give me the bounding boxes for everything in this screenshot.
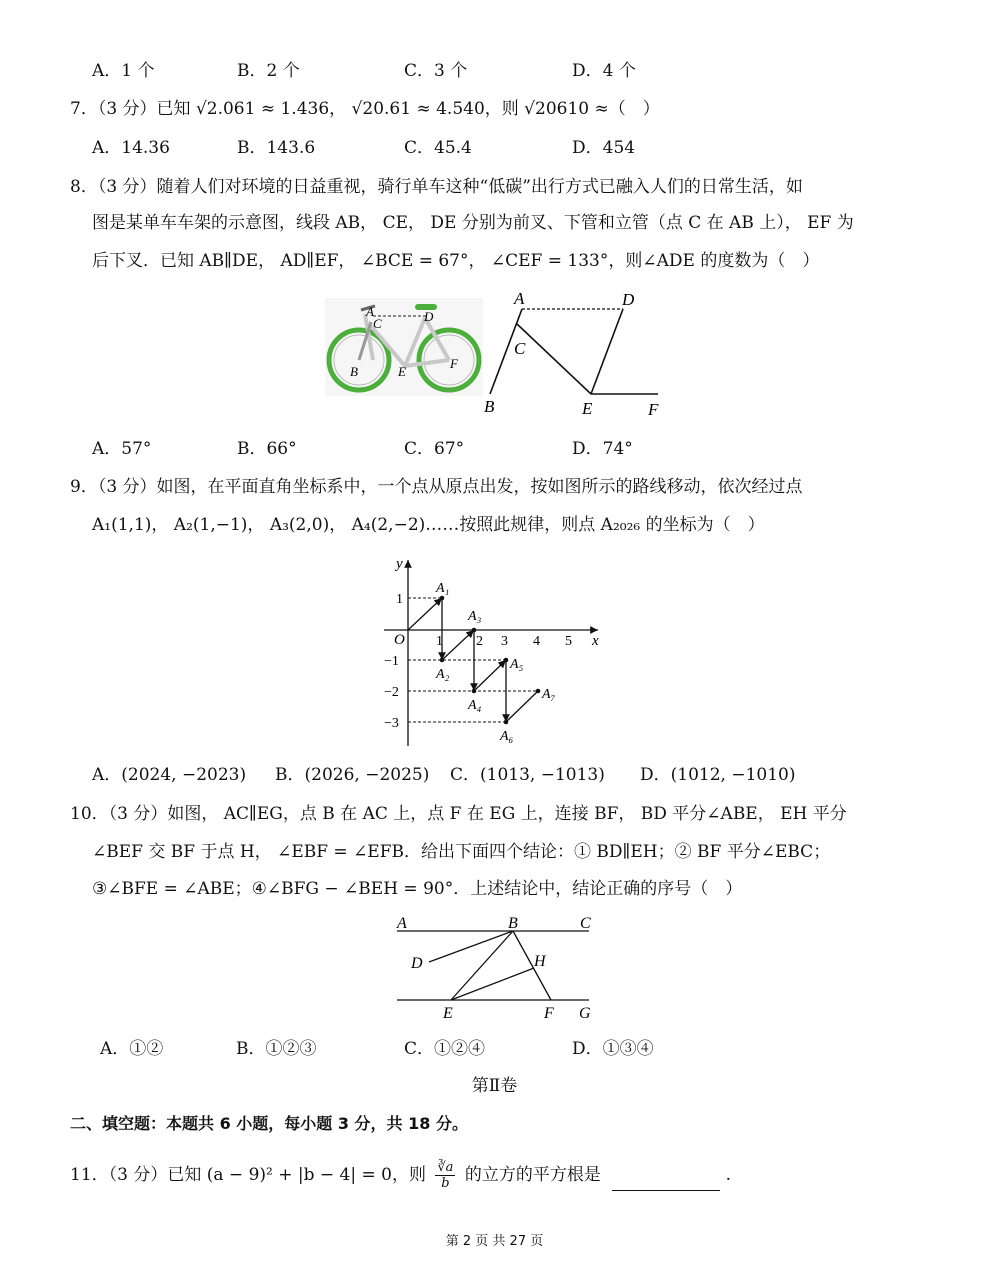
photo-background — [325, 298, 483, 396]
diagram-label-d: D — [622, 290, 635, 309]
point-label-a4: A₄ — [468, 698, 482, 713]
q6-option-c: C．3 个 — [404, 61, 468, 81]
diagram-label-f: F — [648, 400, 659, 419]
y-tick-neg1: −1 — [384, 654, 399, 669]
q9-option-c: C．(1013, −1013) — [450, 765, 605, 785]
q11-answer-blank[interactable] — [612, 1174, 720, 1191]
q7-option-b: B．143.6 — [237, 138, 316, 158]
photo-label-f: F — [450, 356, 458, 371]
point-label-a7: A₇ — [542, 687, 556, 702]
q7-option-c: C．45.4 — [404, 138, 472, 158]
q11-stem — [70, 1160, 731, 1191]
q7-option-a: A．14.36 — [92, 138, 170, 158]
q8-option-c: C．67° — [404, 439, 465, 459]
q10-line2: ∠BEF 交 BF 于点 H， ∠EBF = ∠EFB．给出下面四个结论：① BD∥EH；② BF 平分∠EBC； — [92, 842, 831, 862]
coordinate-graph — [380, 552, 610, 752]
point-label-a5: A₅ — [510, 657, 524, 672]
point-label-a1: A₁ — [436, 581, 450, 596]
q10-option-b: B．①②③ — [236, 1039, 317, 1059]
photo-label-c: C — [373, 316, 382, 331]
x-tick-4: 4 — [533, 634, 540, 649]
label-e: E — [443, 1005, 453, 1022]
y-tick-neg3: −3 — [384, 716, 399, 731]
photo-label-d: D — [424, 309, 434, 324]
photo-label-e: E — [398, 364, 406, 379]
origin-label: O — [394, 632, 405, 648]
q10-option-c: C．①②④ — [404, 1039, 486, 1059]
q8-line2: 图是某单车车架的示意图，线段 AB， CE， DE 分别为前叉、下管和立管（点 C 在 AB 上）， EF 为 — [92, 213, 854, 233]
q11-suffix: 的立方的平方根是 — [464, 1165, 601, 1185]
label-h: H — [534, 953, 546, 970]
q8-option-d: D．74° — [572, 439, 633, 459]
diagram-label-e: E — [582, 399, 593, 418]
q6-option-d: D．4 个 — [572, 61, 636, 81]
point-label-a3: A₃ — [468, 609, 482, 624]
y-axis-label: y — [396, 556, 403, 572]
q10-option-d: D．①③④ — [572, 1039, 654, 1059]
q9-option-b: B．(2026, −2025) — [275, 765, 430, 785]
segment-eh — [451, 968, 534, 1000]
q11-prefix: 11．（3 分）已知 (a − 9)² + |b − 4| = 0，则 — [70, 1165, 426, 1185]
bicycle-photo — [325, 298, 483, 396]
frame-diagram — [478, 284, 678, 422]
diagram-label-a: A — [514, 289, 525, 308]
q8-option-a: A．57° — [92, 439, 152, 459]
y-tick-1: 1 — [396, 592, 403, 607]
q11-fraction — [435, 1160, 455, 1191]
volume-title: 第Ⅱ卷 — [471, 1076, 518, 1096]
label-a: A — [397, 915, 407, 932]
diagram-label-c: C — [514, 339, 526, 358]
q10-option-a: A．①② — [100, 1039, 164, 1059]
section-heading: 二、填空题：本题共 6 小题，每小题 3 分，共 18 分。 — [70, 1114, 468, 1133]
label-d: D — [411, 955, 423, 972]
q10-line1: 10．（3 分）如图， AC∥EG，点 B 在 AC 上，点 F 在 EG 上，连接 BF， BD 平分∠ABE， EH 平分 — [70, 804, 847, 824]
q11-fraction-numerator: ∛a — [437, 1160, 454, 1175]
x-axis-label: x — [592, 633, 599, 649]
q9-line1: 9．（3 分）如图，在平面直角坐标系中，一个点从原点出发，按如图所示的路线移动，依次经过点 — [70, 477, 803, 497]
segment-ce — [517, 324, 591, 394]
q8-option-b: B．66° — [237, 439, 297, 459]
photo-label-a: A — [366, 304, 374, 319]
q6-option-b: B．2 个 — [237, 61, 300, 81]
x-tick-2: 2 — [476, 634, 483, 649]
q9-option-a: A．(2024, −2023) — [92, 765, 247, 785]
point-label-a6: A₆ — [500, 729, 514, 744]
q9-line2: A₁(1,1)， A₂(1,−1)， A₃(2,0)， A₄(2,−2)……按照此规律，则点 A₂₀₂₆ 的坐标为（ ） — [92, 515, 765, 535]
q10-line3: ③∠BFE = ∠ABE；④∠BFG − ∠BEH = 90°．上述结论中，结论正确的序号（ ） — [92, 879, 743, 899]
q9-option-d: D．(1012, −1010) — [640, 765, 796, 785]
label-c: C — [580, 915, 591, 932]
segment-be — [451, 931, 513, 1000]
label-g: G — [579, 1005, 591, 1022]
q11-end: . — [725, 1165, 732, 1185]
q11-fraction-denominator: b — [441, 1176, 450, 1191]
segment-bd — [429, 931, 513, 962]
q6-option-a: A．1 个 — [92, 61, 155, 81]
x-tick-5: 5 — [565, 634, 572, 649]
q8-line1: 8．（3 分）随着人们对环境的日益重视，骑行单车这种“低碳”出行方式已融入人们的日常生活，如 — [70, 177, 803, 197]
q8-line3: 后下叉．已知 AB∥DE， AD∥EF， ∠BCE = 67°， ∠CEF = 133°，则∠ADE 的度数为（ ） — [92, 251, 820, 271]
photo-label-b: B — [350, 364, 358, 379]
label-f: F — [544, 1005, 554, 1022]
y-tick-neg2: −2 — [384, 685, 399, 700]
segment-de — [591, 309, 623, 394]
q7-option-d: D．454 — [572, 138, 636, 158]
point-label-a2: A₂ — [436, 667, 450, 682]
page-footer: 第 2 页 共 27 页 — [445, 1234, 544, 1249]
x-tick-1: 1 — [436, 634, 443, 649]
x-tick-3: 3 — [501, 634, 508, 649]
parallel-lines-diagram — [393, 910, 608, 1024]
diagram-label-b: B — [484, 397, 495, 416]
label-b: B — [508, 915, 518, 932]
q7-stem: 7．（3 分）已知 √2.061 ≈ 1.436， √20.61 ≈ 4.540，则 √20610 ≈（ ） — [70, 99, 660, 119]
